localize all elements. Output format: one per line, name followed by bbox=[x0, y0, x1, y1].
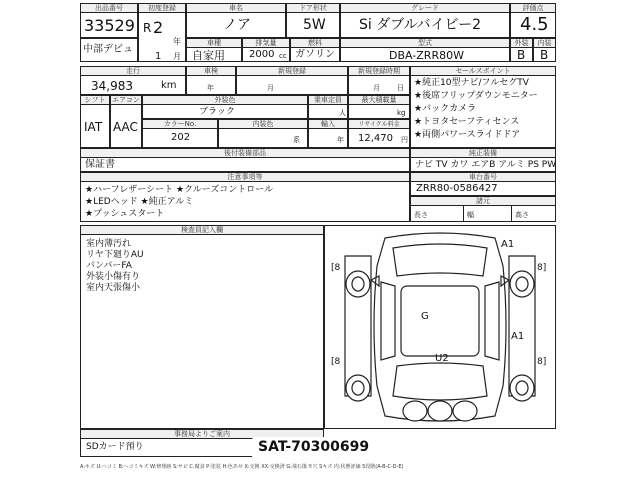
history-label: 新規登録 bbox=[237, 67, 347, 76]
after-parts-label: 後付装備部品 bbox=[81, 149, 409, 158]
damage-mark: G bbox=[421, 311, 429, 322]
color-cell bbox=[142, 95, 308, 119]
inspection-notes-cell bbox=[80, 225, 324, 429]
sales-point-item: ★純正10型ナビ/フルセグTV bbox=[414, 78, 529, 88]
grade-label: グレード bbox=[341, 4, 509, 13]
note-line: ★プッシュスタート bbox=[85, 209, 165, 219]
tire-depth-front-left: [8 bbox=[331, 263, 341, 273]
new-reg-day-unit: 日 bbox=[397, 84, 404, 92]
color: ブラック bbox=[199, 107, 235, 117]
tire-depth-rear-right: 8] bbox=[537, 357, 547, 367]
equipment-items: ナビ TV カワ エアB アルミ PS PW bbox=[415, 160, 557, 170]
interior-color-label: 内装色 bbox=[219, 120, 307, 129]
exterior-grade-label: 外装 bbox=[511, 39, 532, 48]
doors-label: ドア形状 bbox=[287, 4, 339, 13]
mileage: 34,983 bbox=[91, 79, 133, 93]
recycle-cell bbox=[348, 119, 410, 148]
inspection-note-line: リヤ下廻りAU bbox=[86, 250, 144, 260]
new-reg-cell bbox=[348, 66, 410, 95]
model-cell bbox=[340, 38, 510, 62]
car-name: ノア bbox=[223, 17, 251, 33]
chassis-label: 車台番号 bbox=[411, 173, 555, 182]
new-reg-label: 新規登録時期 bbox=[349, 67, 409, 76]
mileage-cell bbox=[80, 66, 186, 95]
shift-cell bbox=[80, 95, 110, 148]
lot-number: 33529 bbox=[84, 16, 135, 35]
recycle-label: リサイクル料金 bbox=[349, 120, 409, 129]
grade: Si ダブルバイビー2 bbox=[359, 17, 482, 33]
car-diagram bbox=[325, 226, 555, 428]
load-unit: kg bbox=[397, 109, 406, 117]
aircon-cell bbox=[110, 95, 142, 148]
sales-point-item: ★トヨタセーフティセンス bbox=[414, 117, 520, 127]
import-cell bbox=[308, 119, 348, 148]
exterior-grade: B bbox=[517, 48, 526, 62]
year-unit: 年 bbox=[173, 37, 181, 46]
car-diagram-cell bbox=[324, 225, 556, 429]
shift-label: シフト bbox=[81, 96, 109, 105]
office-notes-label: 事務局よりご案内 bbox=[81, 430, 323, 439]
exterior-grade-cell bbox=[510, 38, 533, 62]
category-cell bbox=[186, 38, 242, 62]
capacity-label: 乗車定員 bbox=[309, 96, 347, 105]
mileage-label: 走行 bbox=[81, 67, 185, 76]
displacement-unit: cc bbox=[279, 52, 287, 60]
shift: IAT bbox=[84, 120, 103, 134]
score-cell bbox=[510, 3, 556, 38]
office-notes-text: SDカード預り bbox=[86, 442, 144, 452]
stock-number-box bbox=[252, 437, 402, 459]
equipment-cell bbox=[410, 148, 556, 172]
damage-mark: A1 bbox=[511, 331, 525, 342]
stock-number: SAT-70300699 bbox=[258, 439, 370, 455]
aircon-label: エアコン bbox=[112, 96, 140, 104]
displacement-label: 排気量 bbox=[243, 39, 289, 48]
sales-point-item: ★後席フリップダウンモニター bbox=[414, 91, 538, 101]
car-name-cell bbox=[186, 3, 286, 38]
recycle-unit: 円 bbox=[401, 136, 408, 144]
inspection-cell bbox=[186, 66, 236, 95]
doors: 5W bbox=[303, 17, 326, 33]
first-registration-cell bbox=[138, 3, 186, 62]
month-unit: 月 bbox=[173, 52, 181, 61]
era-year: 2 bbox=[153, 18, 164, 37]
lot-number-label: 出品番号 bbox=[81, 4, 137, 13]
load-label: 最大積載量 bbox=[349, 96, 409, 105]
unit-type: 系 bbox=[293, 136, 300, 144]
score-label: 評価点 bbox=[511, 4, 555, 13]
category-label: 車種 bbox=[187, 39, 241, 48]
debut-text: 中部デビュ bbox=[83, 44, 133, 55]
tire-depth-rear-left: [8 bbox=[331, 357, 341, 367]
after-parts-text: 保証書 bbox=[85, 159, 115, 170]
era: R bbox=[143, 21, 152, 35]
damage-mark: A1 bbox=[501, 239, 515, 250]
displacement-cell bbox=[242, 38, 290, 62]
capacity-cell bbox=[308, 95, 348, 119]
inspection-notes-label: 検査員記入欄 bbox=[81, 226, 323, 235]
equipment-label: 純正装備 bbox=[411, 149, 555, 158]
color-no-cell bbox=[142, 119, 218, 148]
inspection-note-line: 室内薄汚れ bbox=[86, 239, 132, 249]
registration-month: 1 bbox=[155, 51, 162, 62]
model-label: 型式 bbox=[341, 39, 509, 48]
tire-depth-front-right: 8] bbox=[537, 263, 547, 273]
length-label: 長さ bbox=[414, 211, 428, 219]
notes-cell bbox=[80, 172, 410, 222]
inspection-note-line: バンパーFA bbox=[86, 261, 132, 271]
interior-color-cell bbox=[218, 119, 308, 148]
history-cell bbox=[236, 66, 348, 95]
damage-legend: A:キズ U:ヘコミ B:ヘコミキズ W:修理跡 S:サビ C:腐食 P:塗装 H:色あせ X:交換 XX:交換済 G:飛石傷 Y:穴 Sキズ 内:状態評価 5段階(A-B-C-D-E) bbox=[80, 464, 404, 470]
car-name-label: 車名 bbox=[187, 4, 285, 13]
interior-grade: B bbox=[540, 48, 549, 62]
inspection-label: 車検 bbox=[187, 67, 235, 76]
color-no-label: カラーNo. bbox=[143, 120, 217, 129]
color-no: 202 bbox=[171, 132, 191, 143]
score: 4.5 bbox=[520, 14, 549, 35]
note-line: ★LEDヘッド ★純正アルミ bbox=[85, 197, 194, 207]
sales-point-label: セールスポイント bbox=[411, 67, 555, 76]
first-registration-label: 初度登録 bbox=[139, 4, 185, 13]
size-label: 諸元 bbox=[411, 197, 555, 206]
after-parts-cell bbox=[80, 148, 410, 172]
width-label: 幅 bbox=[467, 211, 474, 219]
recycle-fee: 12,470 bbox=[358, 133, 393, 144]
sales-point-cell bbox=[410, 66, 556, 148]
fuel: ガソリン bbox=[295, 49, 335, 60]
debut-cell bbox=[80, 38, 138, 62]
chassis-number: ZRR80-0586427 bbox=[416, 183, 498, 194]
fuel-cell bbox=[290, 38, 340, 62]
model: DBA-ZRR80W bbox=[389, 49, 464, 62]
mileage-unit: km bbox=[161, 80, 177, 91]
capacity-unit: 人 bbox=[339, 109, 346, 117]
interior-grade-label: 内装 bbox=[534, 39, 555, 48]
inspection-note-line: 室内天張傷小 bbox=[86, 283, 141, 293]
height-label: 高さ bbox=[515, 211, 529, 219]
size-cell bbox=[410, 196, 556, 222]
new-reg-month-unit: 月 bbox=[373, 84, 380, 92]
grade-cell bbox=[340, 3, 510, 38]
notes-label: 注意事項等 bbox=[81, 173, 409, 182]
sales-point-item: ★両側パワースライドドア bbox=[414, 130, 521, 140]
category: 自家用 bbox=[192, 49, 225, 62]
history-month-unit: 月 bbox=[267, 84, 274, 92]
import-unit: 年 bbox=[337, 136, 344, 144]
inspection-year-unit: 年 bbox=[207, 84, 214, 92]
load-cell bbox=[348, 95, 410, 119]
note-line: ★ハーフレザーシート ★クルーズコントロール bbox=[85, 185, 274, 195]
fuel-label: 燃料 bbox=[291, 39, 339, 48]
displacement: 2000 bbox=[249, 49, 275, 60]
damage-mark: U2 bbox=[435, 353, 449, 364]
aircon: AAC bbox=[113, 120, 138, 134]
doors-cell bbox=[286, 3, 340, 38]
interior-grade-cell bbox=[533, 38, 556, 62]
inspection-note-line: 外装小傷有り bbox=[86, 272, 141, 282]
import-label: 輸入 bbox=[309, 120, 347, 129]
sales-point-item: ★バックカメラ bbox=[414, 104, 477, 114]
lot-number-cell bbox=[80, 3, 138, 38]
chassis-cell bbox=[410, 172, 556, 196]
color-label: 外装色 bbox=[143, 96, 307, 105]
